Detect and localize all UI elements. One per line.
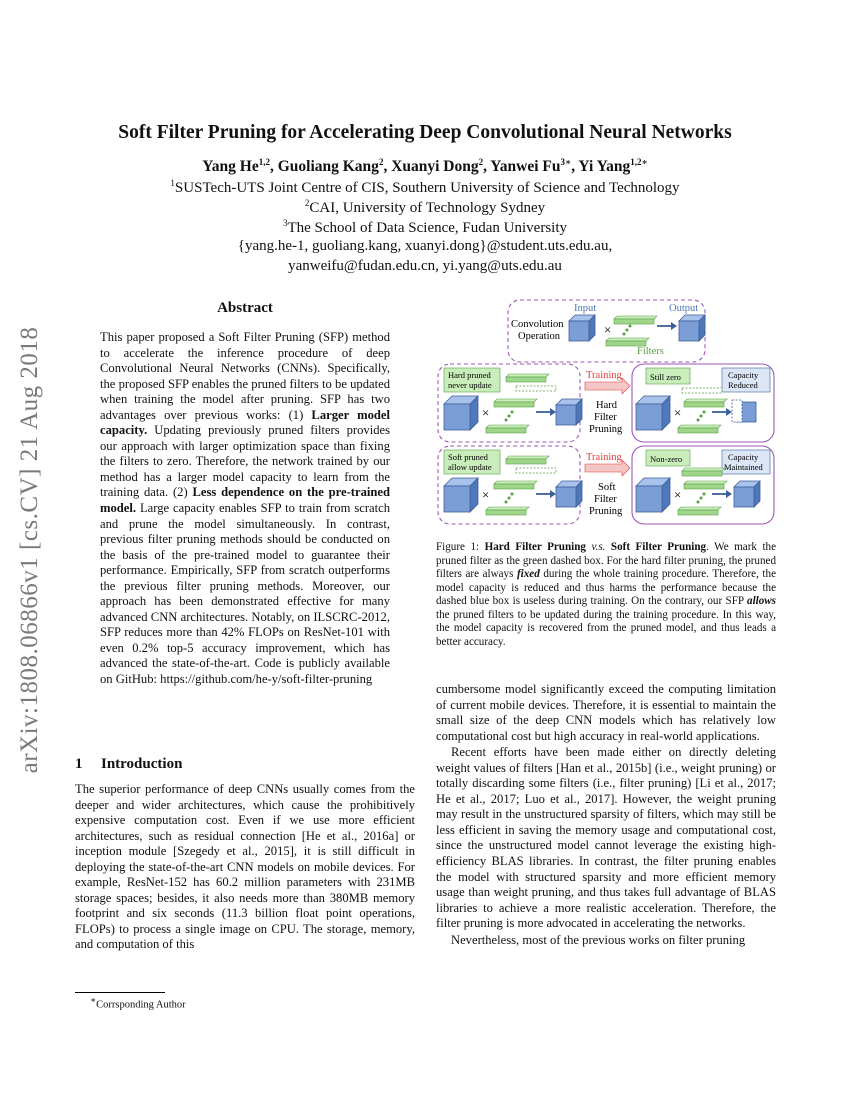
still-zero-label: Still zero (650, 372, 681, 382)
paragraph: Recent efforts have been made either on directly deleting weight values of filters [Han et al., 2015b] (i.e., weight pruning) or totally discarding some filters (i.e., filter pruning) [Li et al., 2017; He et al., 2017; Luo et al., 2017]. However, the weight pruning may result in the unstructured sparsity of filters, which may still be less efficient in saving the memory usage and computational cost, since the unstructured model cannot leverage the existing high-efficiency BLAS libraries. In contrast, the filter pruning enables the model with structured sparsity and more efficient memory usage than weight pruning, and thus takes full advantage of BLAS libraries to achieve a more realistic acceleration. Therefore, the filter pruning is more advocated in accelerating the networks. (436, 745, 776, 931)
times-symbol: × (604, 322, 612, 337)
section-number: 1 (75, 756, 83, 772)
soft-label: Pruning (589, 506, 623, 517)
caption-text: during the whole training procedure. Therefore, the model capacity is reduced and thus harms the performance because the dashed blue box is useless during training. On the contrary, our SFP (436, 568, 776, 608)
affiliation-2 (0, 198, 850, 217)
soft-label: Filter (594, 494, 617, 505)
affil-sup: 2 (304, 198, 310, 208)
abstract-text: Large capacity enables SFP to train from scratch and prune the model simultaneously. In contrast, previous filter pruning methods should be conducted on the basis of the pre-trained model to guarantee their performance. Empirically, SFP from scratch outperforms the previous filter pruning methods. Moreover, our approach has been demonstrated effective for many advanced CNN architectures. Notably, on ILSCRC-2012, SFP reduces more than 42% FLOPs on ResNet-101 with even 0.2% top-5 accuracy improvement, which has advanced the state-of-the-art. Code is publicly available on GitHub: https://github.com/he-y/soft-filter-pruning (100, 501, 390, 687)
training-label: Training (586, 370, 622, 381)
abstract-heading: Abstract (217, 300, 273, 316)
author-sup: 2 (378, 157, 384, 167)
right-column-text (436, 682, 776, 948)
paragraph: Nevertheless, most of the previous works on filter pruning (451, 932, 746, 947)
affiliation-email-2: yanweifu@fudan.edu.cn, yi.yang@uts.edu.au (288, 258, 562, 274)
affiliation-email-1: {yang.he-1, guoliang.kang, xuanyi.dong}@student.uts.edu.au, (237, 238, 613, 254)
hard-label: Pruning (589, 424, 623, 435)
author-name: , Guoliang Kang (269, 158, 379, 176)
abstract-text: Updating previously pruned filters provides our approach with larger optimization space than fixing the filters to zero. Therefore, the network trained by our method has a larger model capacity to learn from the training data. (2) (100, 423, 390, 500)
capacity-maintained-label: Capacity (728, 452, 759, 462)
conv-label: Operation (518, 331, 560, 342)
author-sup: 2 (478, 157, 484, 167)
non-zero-label: Non-zero (650, 454, 683, 464)
times-symbol: × (674, 487, 682, 502)
caption-text: the pruned filters to be updated during the training procedure. In this way, the model capacity is recovered from the pruned model, and thus leads a better accuracy. (436, 608, 776, 648)
footnote-rule (75, 992, 165, 993)
arxiv-id: arXiv:1808.06866v1 [cs.CV] 21 Aug 2018 (16, 326, 43, 774)
arxiv-sidebar (10, 300, 50, 800)
abstract-bold: Larger model capacity. (100, 407, 390, 438)
abstract-bold: Less dependence on the pre-trained model. (100, 485, 390, 516)
author-name: Yang He (202, 158, 259, 176)
output-label: Output (669, 303, 699, 314)
figure-1-caption (436, 541, 776, 649)
affiliation-1 (0, 178, 850, 197)
affil-sup: 1 (170, 178, 175, 188)
affil-text: SUSTech-UTS Joint Centre of CIS, Southern University of Science and Technology (174, 180, 680, 196)
soft-label: Soft (598, 482, 616, 493)
affil-text: CAI, University of Technology Sydney (309, 200, 546, 216)
section-title: Introduction (101, 756, 183, 772)
times-symbol: × (674, 405, 682, 420)
caption-italic: v.s. (585, 541, 611, 553)
capacity-maintained-label: Maintained (724, 462, 763, 472)
caption-text: . We mark the pruned filter as the green dashed box. For the hard filter pruning, the pruned filters are always (436, 541, 776, 581)
author-sup: 3∗ (560, 157, 572, 167)
author-name: , Xuanyi Dong (383, 158, 479, 176)
footnote-mark: ∗ (90, 995, 97, 1005)
footnote-text: Corrsponding Author (96, 999, 186, 1011)
caption-text: Figure 1: (436, 541, 485, 553)
intro-paragraph: The superior performance of deep CNNs usually comes from the deeper and wider architectures, which cause the prohibitively expensive computation cost. Even if we use more efficient architectures, such as residual connection [He et al., 2016a] or inception module [Szegedy et al., 2015], it is still difficult in deploying the state-of-the-art CNN models on mobile devices. For example, ResNet-152 has 60.2 million parameters with 231MB storage spaces; besides, it also needs more than 380MB memory footprint and six seconds (11.3 billion float point operations, FLOPs) to process a single image on CPU. The storage, memory, and computation of this (75, 782, 415, 952)
input-label: Input (574, 303, 597, 314)
conv-label: Convolution (511, 319, 564, 330)
soft-pruned-label: Soft pruned (448, 452, 488, 462)
paragraph: cumbersome model significantly exceed the computing limitation of current mobile devices. Therefore, it is essential to maintain the small size of the deep CNN models which has relatively low computational cost but high accuracy in real-world applications. (436, 682, 776, 743)
affiliation-3 (0, 218, 850, 237)
section-heading-introduction (75, 756, 182, 773)
hard-pruned-label: never update (448, 380, 492, 390)
hard-pruned-label: Hard pruned (448, 370, 491, 380)
figure-1-diagram (436, 296, 776, 531)
abstract-body (100, 330, 390, 688)
author-list (0, 157, 850, 176)
author-name: , Yanwei Fu (483, 158, 561, 176)
affil-sup: 3 (282, 218, 288, 228)
hard-label: Filter (594, 412, 617, 423)
author-name: , Yi Yang (571, 158, 631, 176)
filters-label: Filters (637, 346, 664, 357)
caption-bold-italic: fixed (516, 568, 540, 581)
soft-pruned-label: allow update (448, 462, 492, 472)
author-sup: 1,2∗ (630, 157, 648, 167)
author-sup: 1,2 (258, 157, 270, 167)
caption-bold: Hard Filter Pruning (484, 541, 586, 553)
training-label: Training (586, 452, 622, 463)
capacity-reduced-label: Reduced (728, 380, 758, 390)
times-symbol: × (482, 405, 490, 420)
abstract-text: This paper proposed a Soft Filter Pruning (SFP) method to accelerate the inference procedure of deep Convolutional Neural Networks (CNNs). Specifically, the proposed SFP enables the pruned filters to be updated when training the model after pruning. SFP has two advantages over previous works: (1) (100, 330, 390, 422)
footnote (90, 995, 186, 1011)
caption-bold-italic: allows (747, 595, 776, 608)
paper-title: Soft Filter Pruning for Accelerating Deep Convolutional Neural Networks (118, 122, 732, 143)
figure-1 (436, 296, 776, 536)
times-symbol: × (482, 487, 490, 502)
capacity-reduced-label: Capacity (728, 370, 759, 380)
hard-label: Hard (596, 400, 617, 411)
affil-text: The School of Data Science, Fudan University (287, 220, 567, 236)
caption-bold: Soft Filter Pruning (610, 541, 707, 553)
